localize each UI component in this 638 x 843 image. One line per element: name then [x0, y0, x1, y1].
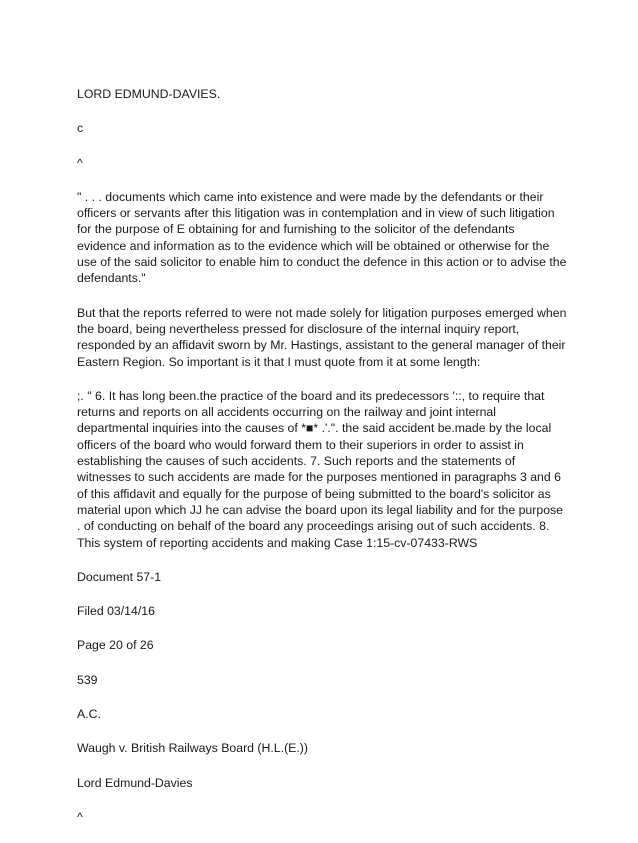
report-page-number: 539	[77, 672, 98, 687]
document-number: Document 57-1	[77, 569, 162, 584]
body-paragraph: But that the reports referred to were not made solely for litigation purposes emerged when the board, being nevertheless pressed for disclosure of the internal inquiry report, responded by an affidavit sworn by Mr. Hastings, assistant to the general manager of their Eastern Region. So important is it that I must quote from it at some length:	[77, 305, 567, 369]
marker-c: c	[77, 121, 84, 136]
caret-marker-bottom: ^	[77, 809, 83, 824]
quote-paragraph: " . . . documents which came into existence and were made by the defendants or their officers or servants after this litigation was in contemplation and in view of such litigation for the purpose of E obtaining for and furnishing to the solicitor of the defendants evidence and information as to the evidence which will be obtained or otherwise for the use of the said solicitor to enable him to conduct the defence in this action or to advise the defendants."	[77, 189, 567, 286]
case-title: Waugh v. British Railways Board (H.L.(E.))	[77, 741, 308, 756]
report-series: A.C.	[77, 707, 101, 722]
filed-date: Filed 03/14/16	[77, 604, 155, 619]
document-page	[77, 86, 567, 843]
page-counter: Page 20 of 26	[77, 638, 154, 653]
running-head: Lord Edmund-Davies	[77, 775, 193, 790]
affidavit-paragraph: ;. " 6. It has long been.the practice of the board and its predecessors '::, to require that returns and reports on all accidents occurring on the railway and joint internal departmental inquiries into the causes of *■* .'.". the said accident be.made by the local officers of the board who would forward them to their superiors in order to assist in establishing the causes of such accidents. 7. Such reports and the statements of witnesses to such accidents are made for the purposes mentioned in paragraphs 3 and 6 of this affidavit and equally for the purpose of being submitted to the board's solicitor as material upon which JJ he can advise the board upon its legal liability and for the purpose . of conducting on behalf of the board any proceedings arising out of such accidents. 8. This system of reporting accidents and making Case 1:15-cv-07433-RWS	[77, 388, 564, 550]
heading-speaker: LORD EDMUND-DAVIES.	[77, 87, 221, 101]
caret-marker: ^	[77, 155, 83, 170]
